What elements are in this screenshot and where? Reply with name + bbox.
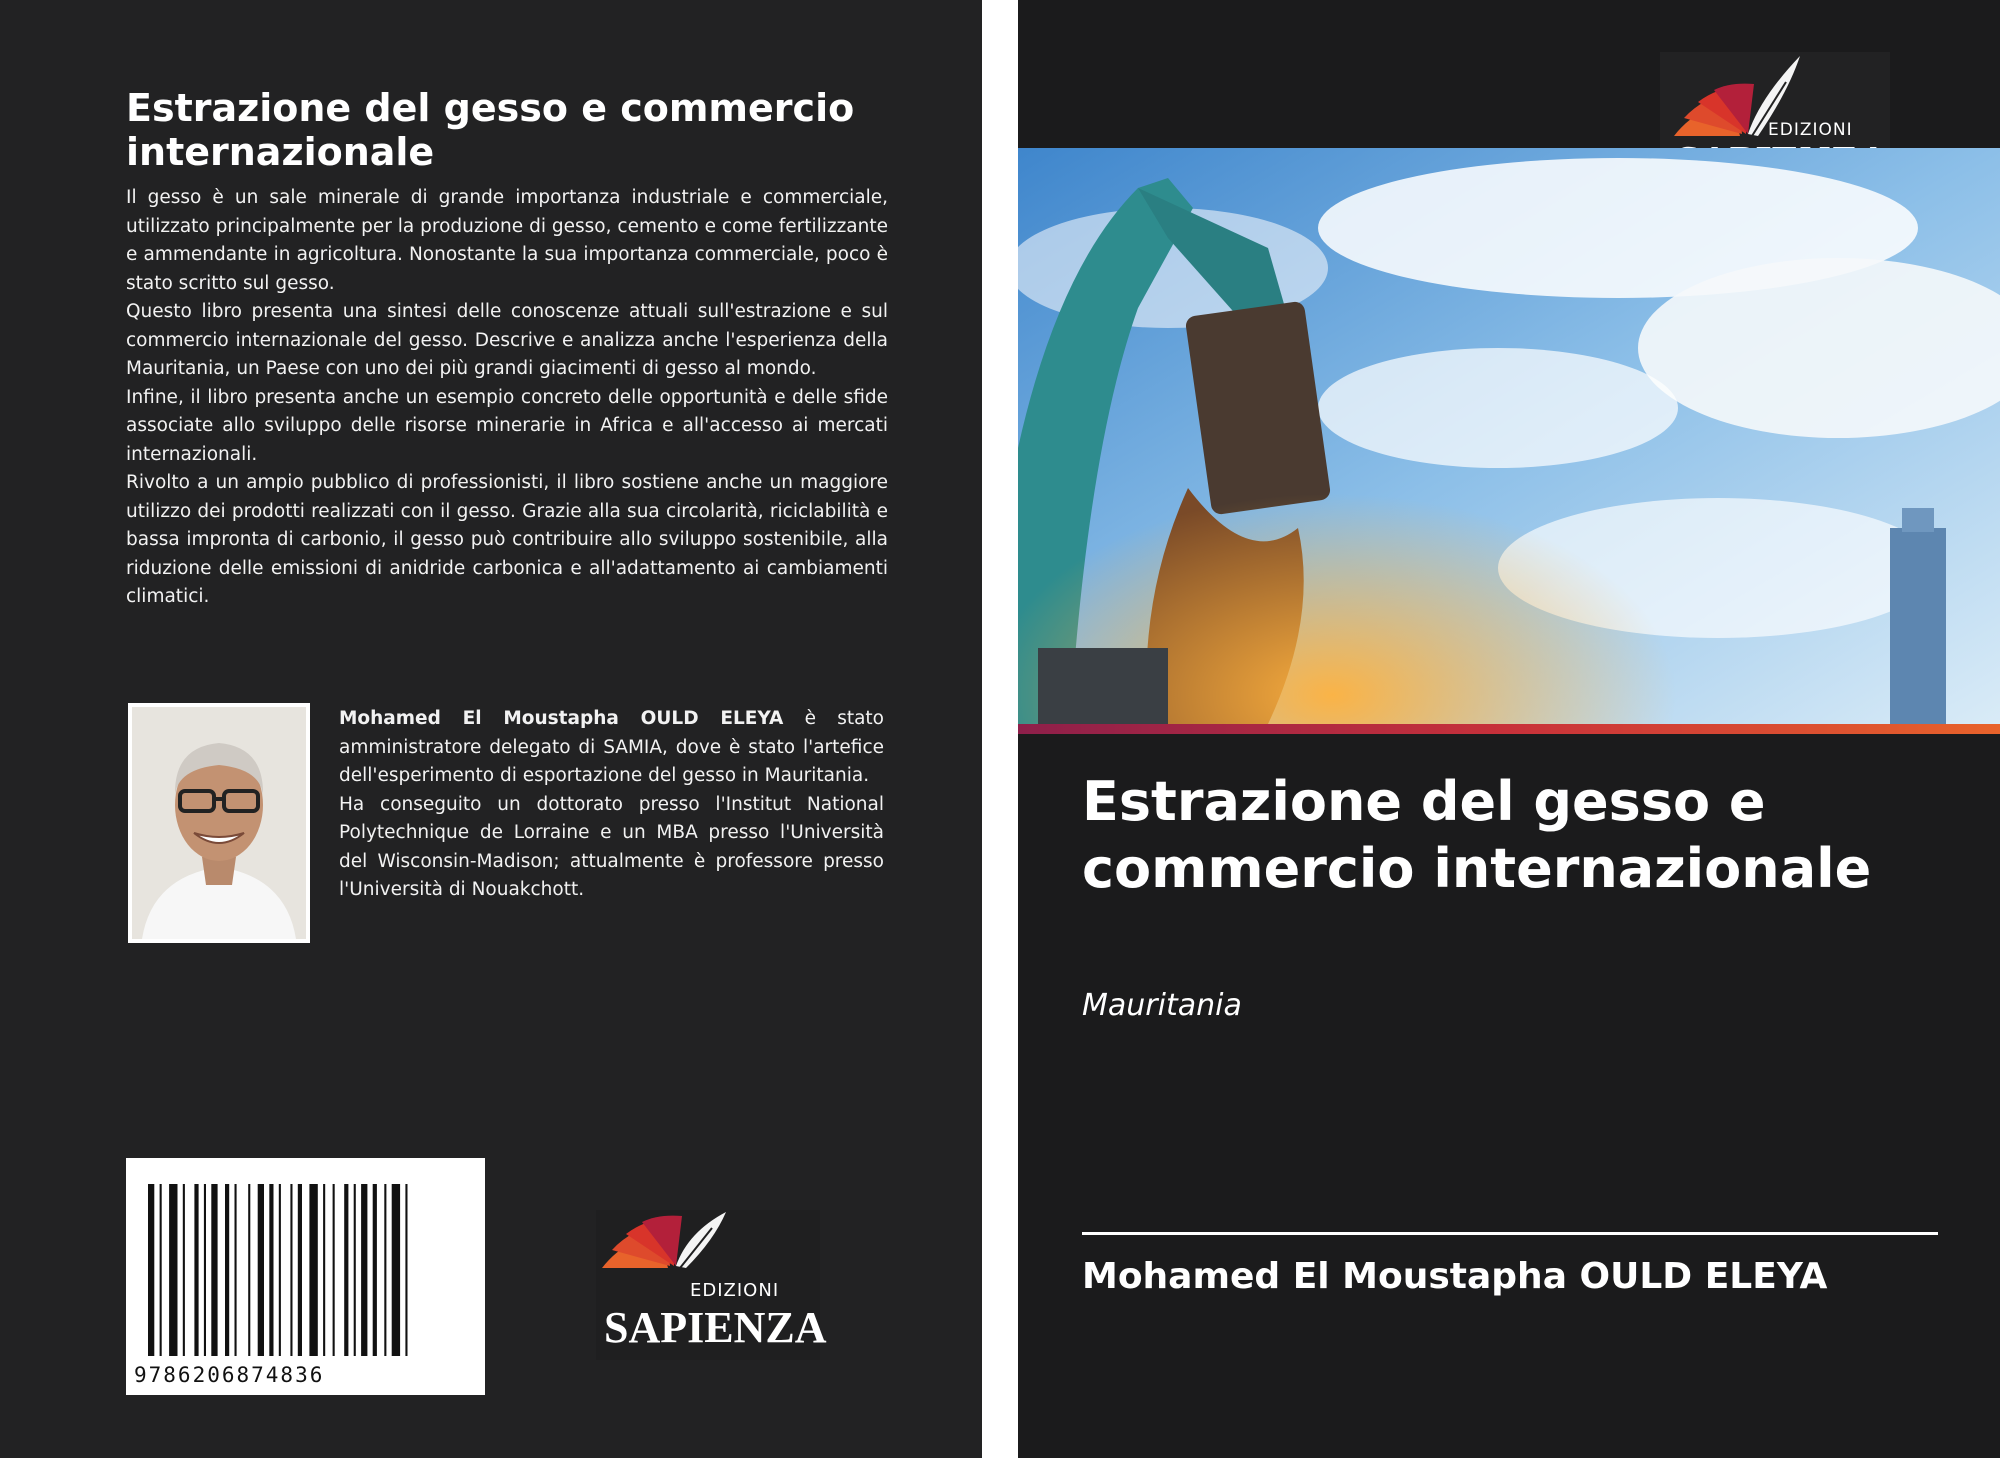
- isbn-digits: 9786206874836: [134, 1363, 325, 1387]
- blurb-paragraph: Rivolto a un ampio pubblico di professionisti, il libro sostiene anche un maggiore utilizzo dei prodotti realizzati con il gesso. Grazie alla sua circolarità, riciclabilità e bassa impronta di carbonio, il gesso può contribuire allo sviluppo sostenibile, alla riduzione delle emissioni di anidride carbonica e all'adattamento ai cambiamenti climatici.: [126, 472, 888, 607]
- author-bio: [339, 705, 884, 905]
- bio-paragraph: [339, 705, 884, 791]
- front-cover-subtitle: Mauritania: [1082, 988, 1242, 1023]
- accent-stripe: [1018, 724, 2000, 734]
- blurb-paragraph: Il gesso è un sale minerale di grande importanza industriale e commerciale, utilizzato principalmente per la produzione di gesso, cemento e come fertilizzante e ammendante in agricoltura. Nonostante la sua importanza commerciale, poco è stato scritto sul gesso.: [126, 187, 888, 294]
- front-cover-author: Mohamed El Moustapha OULD ELEYA: [1082, 1256, 1828, 1297]
- publisher-line2: SAPIENZA: [604, 1303, 827, 1352]
- publisher-line1: EDIZIONI: [690, 1280, 780, 1301]
- blurb-paragraph: Infine, il libro presenta anche un esempio concreto delle opportunità e delle sfide associate allo sviluppo delle risorse minerarie in Africa e all'accesso ai mercati internazionali.: [126, 386, 888, 465]
- author-photo: [128, 703, 310, 943]
- back-cover: [0, 0, 982, 1458]
- publisher-logo: [596, 1210, 827, 1360]
- barcode-bars: [126, 1158, 485, 1395]
- back-cover-title: Estrazione del gesso e commercio internazionale: [126, 86, 855, 174]
- isbn-barcode: [126, 1158, 485, 1395]
- cover-photo-excavator: [1018, 148, 2000, 724]
- publisher-line1: EDIZIONI: [1768, 120, 1853, 140]
- author-divider: [1082, 1232, 1938, 1235]
- bio-paragraph: Ha conseguito un dottorato presso l'Institut National Polytechnique de Lorraine e un MBA presso l'Università del Wisconsin-Madison; attualmente è professore presso l'Università di Nouakchott.: [339, 793, 884, 900]
- blurb-paragraph: Questo libro presenta una sintesi delle conoscenze attuali sull'estrazione e sul commercio internazionale del gesso. Descrive e analizza anche l'esperienza della Mauritania, un Paese con uno dei più grandi giacimenti di gesso al mondo.: [126, 301, 888, 379]
- bio-author-name: Mohamed El Moustapha OULD ELEYA: [339, 708, 784, 729]
- spine: [982, 0, 1018, 1458]
- front-cover: [1018, 0, 2000, 1458]
- bio-text: è stato amministratore delegato di SAMIA, dove è stato l'artefice dell'esperimento di esportazione del gesso in Mauritania.: [339, 708, 884, 786]
- back-cover-blurb: [126, 184, 888, 612]
- front-cover-title: Estrazione del gesso e commercio internazionale: [1082, 770, 1872, 900]
